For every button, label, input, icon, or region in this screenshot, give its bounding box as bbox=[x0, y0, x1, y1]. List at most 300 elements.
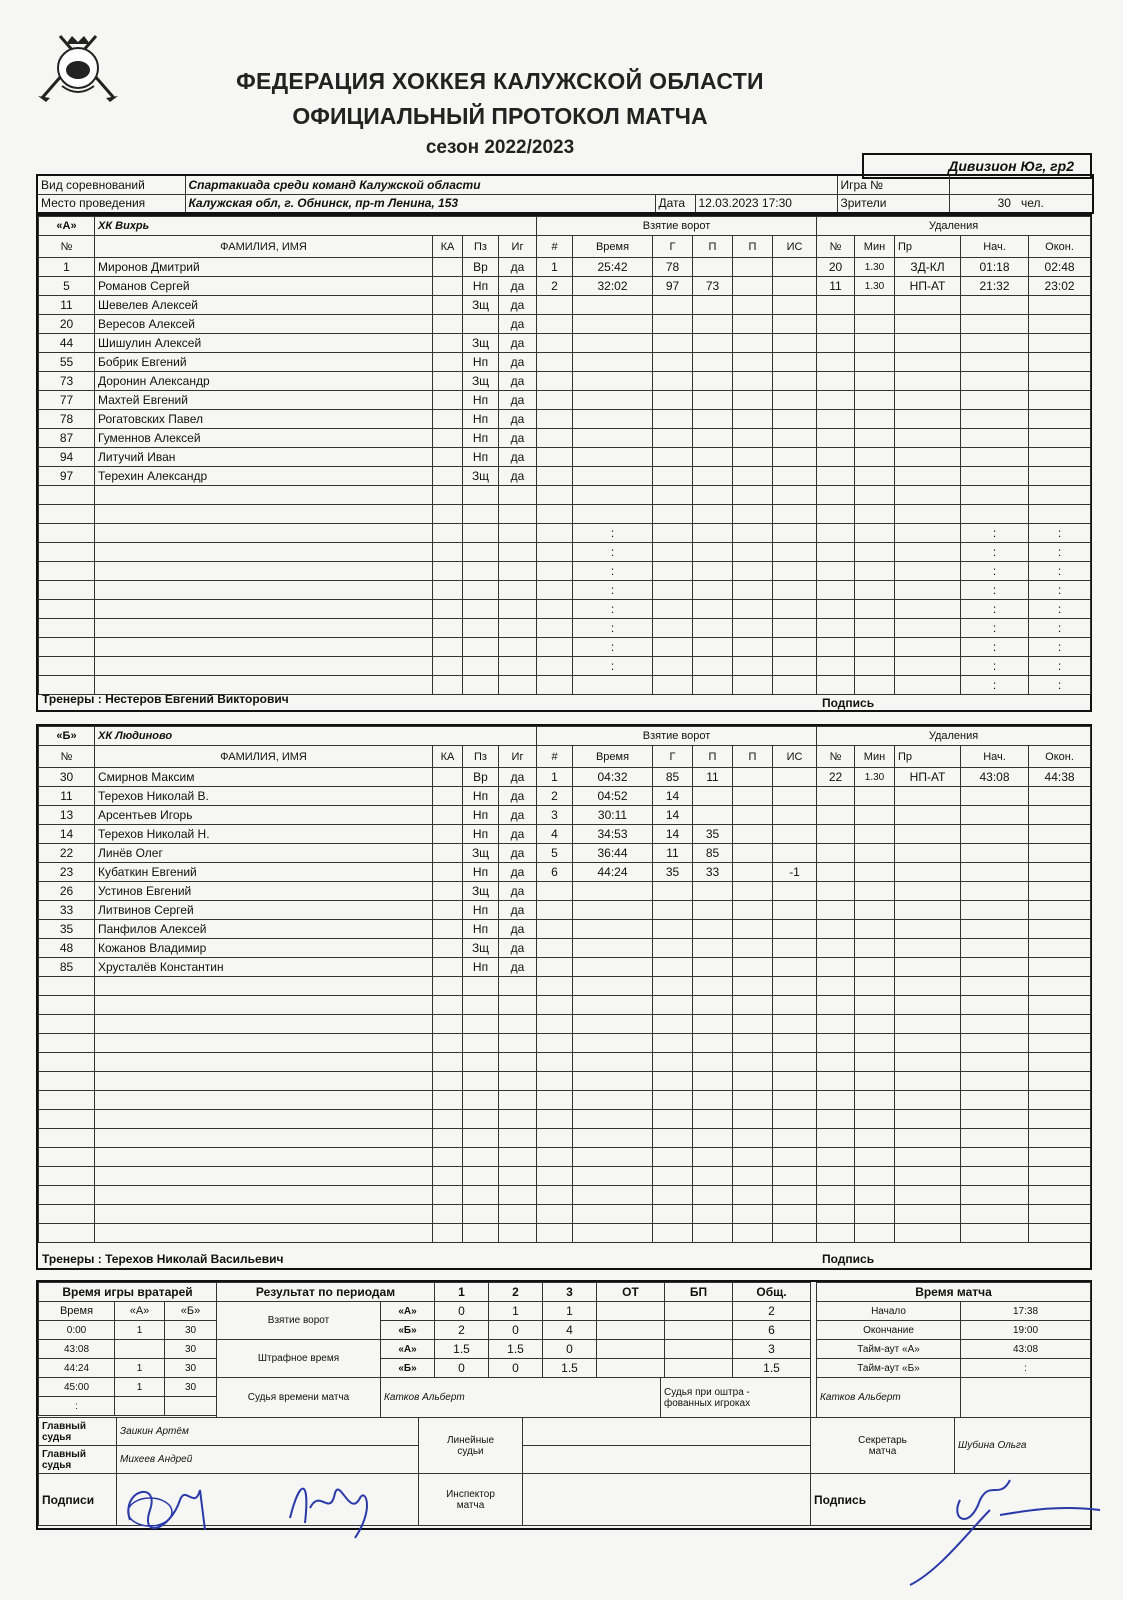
player-ka bbox=[433, 562, 463, 581]
table-row bbox=[537, 657, 817, 676]
player-number: 97 bbox=[39, 467, 95, 486]
goalie-a bbox=[115, 1397, 165, 1416]
player-played: да bbox=[499, 372, 537, 391]
goal-assist-2 bbox=[733, 920, 773, 939]
goal-assist-2 bbox=[733, 825, 773, 844]
goal-strength bbox=[773, 1015, 817, 1034]
player-name bbox=[95, 1129, 433, 1148]
player-number bbox=[39, 486, 95, 505]
table-row bbox=[39, 391, 537, 410]
penalty-minutes bbox=[855, 1224, 895, 1243]
penalty-reason bbox=[895, 1205, 961, 1224]
inspector-label-l1: Инспектор bbox=[446, 1488, 495, 1500]
player-number: 94 bbox=[39, 448, 95, 467]
goal-strength bbox=[773, 638, 817, 657]
player-played: да bbox=[499, 825, 537, 844]
goal-time: : bbox=[573, 562, 653, 581]
goal-strength bbox=[773, 1072, 817, 1091]
game-label: Игра № bbox=[837, 175, 949, 194]
penalty-reason bbox=[895, 296, 961, 315]
player-name bbox=[95, 1148, 433, 1167]
goal-assist-1 bbox=[693, 1072, 733, 1091]
penalty-minutes bbox=[855, 1129, 895, 1148]
table-row bbox=[39, 1034, 537, 1053]
player-played: да bbox=[499, 882, 537, 901]
penalty-minutes bbox=[855, 901, 895, 920]
table-row bbox=[39, 258, 537, 277]
penalty-start: : bbox=[961, 543, 1029, 562]
player-position: Нп bbox=[463, 787, 499, 806]
penalty-player bbox=[817, 334, 855, 353]
goal-assist-1 bbox=[693, 391, 733, 410]
table-row bbox=[537, 1224, 817, 1243]
goal-strength bbox=[773, 505, 817, 524]
player-name bbox=[95, 1167, 433, 1186]
penalty-reason bbox=[895, 1129, 961, 1148]
goal-assist-1 bbox=[693, 1034, 733, 1053]
team-b-name: ХК Людиново bbox=[95, 727, 537, 746]
col-name: ФАМИЛИЯ, ИМЯ bbox=[95, 746, 433, 768]
goal-strength bbox=[773, 901, 817, 920]
goal-scorer bbox=[653, 600, 693, 619]
goal-time bbox=[573, 901, 653, 920]
col-ka: КА bbox=[433, 236, 463, 258]
goal-strength bbox=[773, 1091, 817, 1110]
player-played bbox=[499, 562, 537, 581]
goal-scorer bbox=[653, 581, 693, 600]
match-start: 17:38 bbox=[961, 1302, 1091, 1321]
table-row bbox=[39, 920, 537, 939]
table-row bbox=[39, 277, 537, 296]
goal-scorer bbox=[653, 920, 693, 939]
goal-strength: -1 bbox=[773, 863, 817, 882]
player-name bbox=[95, 1110, 433, 1129]
goal-assist-2 bbox=[733, 1015, 773, 1034]
table-row bbox=[817, 467, 1091, 486]
penalty-reason bbox=[895, 1186, 961, 1205]
goalie-b bbox=[165, 1397, 217, 1416]
penalty-start bbox=[961, 806, 1029, 825]
goal-strength bbox=[773, 258, 817, 277]
goal-assist-1 bbox=[693, 1110, 733, 1129]
player-number bbox=[39, 562, 95, 581]
goal-scorer bbox=[653, 1148, 693, 1167]
table-row bbox=[39, 1340, 217, 1359]
penalty-end bbox=[1029, 486, 1091, 505]
pim-b-p3: 1.5 bbox=[543, 1359, 597, 1378]
penalty-minutes bbox=[855, 581, 895, 600]
penalty-end bbox=[1029, 958, 1091, 977]
goal-number bbox=[537, 958, 573, 977]
penalty-reason bbox=[895, 939, 961, 958]
goals-a-bp bbox=[665, 1302, 733, 1321]
goalie-time: 45:00 bbox=[39, 1378, 115, 1397]
player-ka bbox=[433, 429, 463, 448]
player-played bbox=[499, 1015, 537, 1034]
table-row bbox=[537, 1091, 817, 1110]
penalty-reason bbox=[895, 448, 961, 467]
goal-scorer bbox=[653, 372, 693, 391]
player-position: Нп bbox=[463, 448, 499, 467]
goal-strength bbox=[773, 920, 817, 939]
goal-strength bbox=[773, 806, 817, 825]
goal-number bbox=[537, 977, 573, 996]
goals-b-p2: 0 bbox=[489, 1321, 543, 1340]
goal-number bbox=[537, 901, 573, 920]
penalty-player bbox=[817, 638, 855, 657]
line-judge-2 bbox=[523, 1446, 811, 1474]
goals-a-ot bbox=[597, 1302, 665, 1321]
player-number: 44 bbox=[39, 334, 95, 353]
table-row bbox=[39, 1205, 537, 1224]
player-ka bbox=[433, 1015, 463, 1034]
penalty-end bbox=[1029, 505, 1091, 524]
results-total: Общ. bbox=[733, 1283, 811, 1302]
goal-assist-2 bbox=[733, 1129, 773, 1148]
table-row bbox=[537, 353, 817, 372]
goal-time bbox=[573, 1129, 653, 1148]
coach-label: Тренеры : bbox=[42, 692, 102, 706]
team-a-coach-name: Нестеров Евгений Викторович bbox=[105, 692, 289, 706]
table-row bbox=[537, 977, 817, 996]
player-position bbox=[463, 543, 499, 562]
player-position bbox=[463, 505, 499, 524]
goal-assist-1 bbox=[693, 806, 733, 825]
goal-assist-1 bbox=[693, 676, 733, 695]
goal-assist-2 bbox=[733, 676, 773, 695]
table-row bbox=[817, 657, 1091, 676]
penalty-end bbox=[1029, 1224, 1091, 1243]
results-team-b: «Б» bbox=[381, 1359, 435, 1378]
penalty-reason bbox=[895, 543, 961, 562]
goal-number bbox=[537, 1053, 573, 1072]
goal-number bbox=[537, 486, 573, 505]
goal-strength bbox=[773, 1148, 817, 1167]
penalty-player bbox=[817, 429, 855, 448]
goal-strength bbox=[773, 581, 817, 600]
player-ka bbox=[433, 486, 463, 505]
penalty-end: : bbox=[1029, 524, 1091, 543]
table-row bbox=[537, 619, 817, 638]
player-name bbox=[95, 1091, 433, 1110]
player-played bbox=[499, 1129, 537, 1148]
player-played: да bbox=[499, 410, 537, 429]
goal-scorer bbox=[653, 977, 693, 996]
goal-assist-2 bbox=[733, 372, 773, 391]
player-played: да bbox=[499, 334, 537, 353]
goal-number bbox=[537, 638, 573, 657]
table-row bbox=[39, 1378, 217, 1397]
time-judge-table bbox=[216, 1377, 811, 1418]
line-judges-label-l1: Линейные bbox=[446, 1434, 495, 1446]
goal-assist-2 bbox=[733, 353, 773, 372]
secretary-signature-icon bbox=[900, 1460, 1110, 1590]
penalty-start: : bbox=[961, 676, 1029, 695]
player-number bbox=[39, 1015, 95, 1034]
table-row bbox=[39, 1186, 537, 1205]
goal-number bbox=[537, 882, 573, 901]
spectators-label: Зрители bbox=[837, 194, 949, 213]
table-row bbox=[817, 844, 1091, 863]
table-row bbox=[537, 638, 817, 657]
player-played: да bbox=[499, 863, 537, 882]
goalies-title: Время игры вратарей bbox=[39, 1283, 217, 1302]
player-played: да bbox=[499, 429, 537, 448]
goal-assist-1: 33 bbox=[693, 863, 733, 882]
player-name: Литучий Иван bbox=[95, 448, 433, 467]
penalty-player bbox=[817, 562, 855, 581]
results-team-b: «Б» bbox=[381, 1321, 435, 1340]
sin-judge-extra bbox=[961, 1378, 1091, 1418]
penalty-reason bbox=[895, 1072, 961, 1091]
goal-number bbox=[537, 410, 573, 429]
goal-scorer bbox=[653, 486, 693, 505]
player-number: 26 bbox=[39, 882, 95, 901]
goal-number: 1 bbox=[537, 768, 573, 787]
goal-number bbox=[537, 1129, 573, 1148]
table-row bbox=[537, 1129, 817, 1148]
player-ka bbox=[433, 1167, 463, 1186]
goal-assist-2 bbox=[733, 524, 773, 543]
table-row bbox=[817, 1091, 1091, 1110]
goals-a-p1: 0 bbox=[435, 1302, 489, 1321]
penalty-end bbox=[1029, 296, 1091, 315]
goal-number bbox=[537, 1091, 573, 1110]
penalty-minutes bbox=[855, 315, 895, 334]
goal-assist-2 bbox=[733, 1186, 773, 1205]
penalty-reason bbox=[895, 1091, 961, 1110]
penalty-start bbox=[961, 825, 1029, 844]
goal-scorer: 97 bbox=[653, 277, 693, 296]
results-team-a: «А» bbox=[381, 1302, 435, 1321]
penalty-end: : bbox=[1029, 619, 1091, 638]
goal-number bbox=[537, 524, 573, 543]
penalty-player bbox=[817, 882, 855, 901]
secretary-label-l1: Секретарь bbox=[858, 1434, 907, 1446]
player-name: Гуменнов Алексей bbox=[95, 429, 433, 448]
player-number bbox=[39, 543, 95, 562]
goal-number bbox=[537, 920, 573, 939]
goal-scorer bbox=[653, 391, 693, 410]
penalty-reason bbox=[895, 1148, 961, 1167]
penalty-player bbox=[817, 1110, 855, 1129]
goal-strength bbox=[773, 844, 817, 863]
player-number: 1 bbox=[39, 258, 95, 277]
player-ka bbox=[433, 1205, 463, 1224]
table-row bbox=[39, 1321, 217, 1340]
goal-strength bbox=[773, 600, 817, 619]
goal-time: : bbox=[573, 657, 653, 676]
penalty-start: : bbox=[961, 524, 1029, 543]
goal-scorer: 85 bbox=[653, 768, 693, 787]
penalty-end bbox=[1029, 1091, 1091, 1110]
table-row bbox=[39, 581, 537, 600]
goal-time bbox=[573, 1186, 653, 1205]
player-number bbox=[39, 996, 95, 1015]
goalie-a: 1 bbox=[115, 1321, 165, 1340]
goal-time: 04:32 bbox=[573, 768, 653, 787]
table-row bbox=[39, 1359, 217, 1378]
federation-title: ФЕДЕРАЦИЯ ХОККЕЯ КАЛУЖСКОЙ ОБЛАСТИ bbox=[236, 68, 764, 94]
penalty-player bbox=[817, 315, 855, 334]
goal-assist-2 bbox=[733, 543, 773, 562]
goalie-b: 30 bbox=[165, 1340, 217, 1359]
goal-number bbox=[537, 562, 573, 581]
player-ka bbox=[433, 1034, 463, 1053]
player-position: Нп bbox=[463, 863, 499, 882]
player-number: 5 bbox=[39, 277, 95, 296]
player-position bbox=[463, 562, 499, 581]
player-position: Зщ bbox=[463, 844, 499, 863]
goal-number bbox=[537, 372, 573, 391]
goal-scorer: 35 bbox=[653, 863, 693, 882]
player-number bbox=[39, 619, 95, 638]
main-judge-1-label-l1: Главный bbox=[42, 1420, 86, 1432]
team-a-coach bbox=[42, 692, 289, 706]
table-row bbox=[817, 920, 1091, 939]
team-b-label: «Б» bbox=[39, 727, 95, 746]
goal-strength bbox=[773, 825, 817, 844]
player-name: Шишулин Алексей bbox=[95, 334, 433, 353]
goal-number: 3 bbox=[537, 806, 573, 825]
player-name: Терехин Александр bbox=[95, 467, 433, 486]
penalty-end: 44:38 bbox=[1029, 768, 1091, 787]
player-played bbox=[499, 619, 537, 638]
penalty-reason bbox=[895, 996, 961, 1015]
col-g: Г bbox=[653, 236, 693, 258]
player-position bbox=[463, 996, 499, 1015]
inspector-label bbox=[419, 1474, 523, 1526]
player-played bbox=[499, 543, 537, 562]
goal-strength bbox=[773, 939, 817, 958]
col-ig: Иг bbox=[499, 236, 537, 258]
player-position: Зщ bbox=[463, 372, 499, 391]
player-ka bbox=[433, 638, 463, 657]
player-name: Хрусталёв Константин bbox=[95, 958, 433, 977]
table-row bbox=[537, 372, 817, 391]
goal-number: 2 bbox=[537, 277, 573, 296]
penalty-start bbox=[961, 1034, 1029, 1053]
goal-assist-2 bbox=[733, 806, 773, 825]
table-row bbox=[39, 505, 537, 524]
team-b-coach bbox=[42, 1252, 283, 1266]
goal-scorer: 78 bbox=[653, 258, 693, 277]
table-row bbox=[39, 1167, 537, 1186]
penalty-reason: ЗД-КЛ bbox=[895, 258, 961, 277]
player-played: да bbox=[499, 920, 537, 939]
goal-assist-1 bbox=[693, 486, 733, 505]
team-a-sign-label: Подпись bbox=[822, 696, 875, 710]
main-judge-2-label-l2: судья bbox=[42, 1459, 72, 1471]
goal-time bbox=[573, 1034, 653, 1053]
goal-time: : bbox=[573, 619, 653, 638]
goal-time bbox=[573, 448, 653, 467]
goal-number bbox=[537, 1186, 573, 1205]
goal-number bbox=[537, 334, 573, 353]
penalty-start bbox=[961, 920, 1029, 939]
secretary-sign-label: Подпись bbox=[811, 1474, 1091, 1526]
goal-assist-2 bbox=[733, 296, 773, 315]
team-b-coach-name: Терехов Николай Васильевич bbox=[105, 1252, 284, 1266]
player-name: Терехов Николай Н. bbox=[95, 825, 433, 844]
penalty-start: : bbox=[961, 657, 1029, 676]
goal-assist-1 bbox=[693, 787, 733, 806]
penalty-player bbox=[817, 353, 855, 372]
penalty-player bbox=[817, 844, 855, 863]
penalty-player bbox=[817, 939, 855, 958]
penalty-minutes bbox=[855, 939, 895, 958]
penalty-player bbox=[817, 467, 855, 486]
penalty-reason bbox=[895, 977, 961, 996]
goal-assist-1 bbox=[693, 467, 733, 486]
penalty-start: : bbox=[961, 638, 1029, 657]
game-value bbox=[949, 175, 1093, 194]
goalie-b: 30 bbox=[165, 1359, 217, 1378]
table-row bbox=[537, 996, 817, 1015]
place-value: Калужская обл, г. Обнинск, пр-т Ленина, 153 bbox=[185, 194, 655, 213]
player-number bbox=[39, 1072, 95, 1091]
penalty-start bbox=[961, 863, 1029, 882]
penalty-player bbox=[817, 825, 855, 844]
goals-b-bp bbox=[665, 1321, 733, 1340]
pim-a-bp bbox=[665, 1340, 733, 1359]
goal-strength bbox=[773, 996, 817, 1015]
table-row bbox=[817, 353, 1091, 372]
table-row bbox=[39, 977, 537, 996]
penalty-reason bbox=[895, 657, 961, 676]
goal-assist-1 bbox=[693, 258, 733, 277]
team-a-block bbox=[36, 214, 1092, 712]
penalty-minutes bbox=[855, 806, 895, 825]
table-row bbox=[537, 448, 817, 467]
player-position bbox=[463, 1091, 499, 1110]
penalty-start: 01:18 bbox=[961, 258, 1029, 277]
comp-value: Спартакиада среди команд Калужской области bbox=[185, 175, 837, 194]
pim-b-total: 1.5 bbox=[733, 1359, 811, 1378]
table-row bbox=[39, 1224, 537, 1243]
goal-assist-1 bbox=[693, 296, 733, 315]
table-row bbox=[537, 863, 817, 882]
goal-time bbox=[573, 1148, 653, 1167]
penalty-reason bbox=[895, 562, 961, 581]
player-number bbox=[39, 977, 95, 996]
penalty-end bbox=[1029, 996, 1091, 1015]
goal-scorer: 14 bbox=[653, 825, 693, 844]
penalty-start bbox=[961, 996, 1029, 1015]
table-row bbox=[39, 996, 537, 1015]
player-number: 13 bbox=[39, 806, 95, 825]
goal-assist-2 bbox=[733, 391, 773, 410]
goal-assist-1: 85 bbox=[693, 844, 733, 863]
player-name: Панфилов Алексей bbox=[95, 920, 433, 939]
results-p2: 2 bbox=[489, 1283, 543, 1302]
goal-assist-1 bbox=[693, 1205, 733, 1224]
season-title: сезон 2022/2023 bbox=[425, 137, 575, 158]
main-judge-2-label-l1: Главный bbox=[42, 1448, 86, 1460]
goal-scorer bbox=[653, 353, 693, 372]
table-row bbox=[537, 1072, 817, 1091]
penalty-minutes bbox=[855, 353, 895, 372]
team-a-goals bbox=[536, 216, 817, 695]
penalty-minutes bbox=[855, 1034, 895, 1053]
team-b-goals bbox=[536, 726, 817, 1243]
penalty-minutes bbox=[855, 391, 895, 410]
goalie-a: 1 bbox=[115, 1359, 165, 1378]
penalty-end: : bbox=[1029, 657, 1091, 676]
penalty-player bbox=[817, 901, 855, 920]
player-position: Нп bbox=[463, 920, 499, 939]
player-position: Нп bbox=[463, 353, 499, 372]
